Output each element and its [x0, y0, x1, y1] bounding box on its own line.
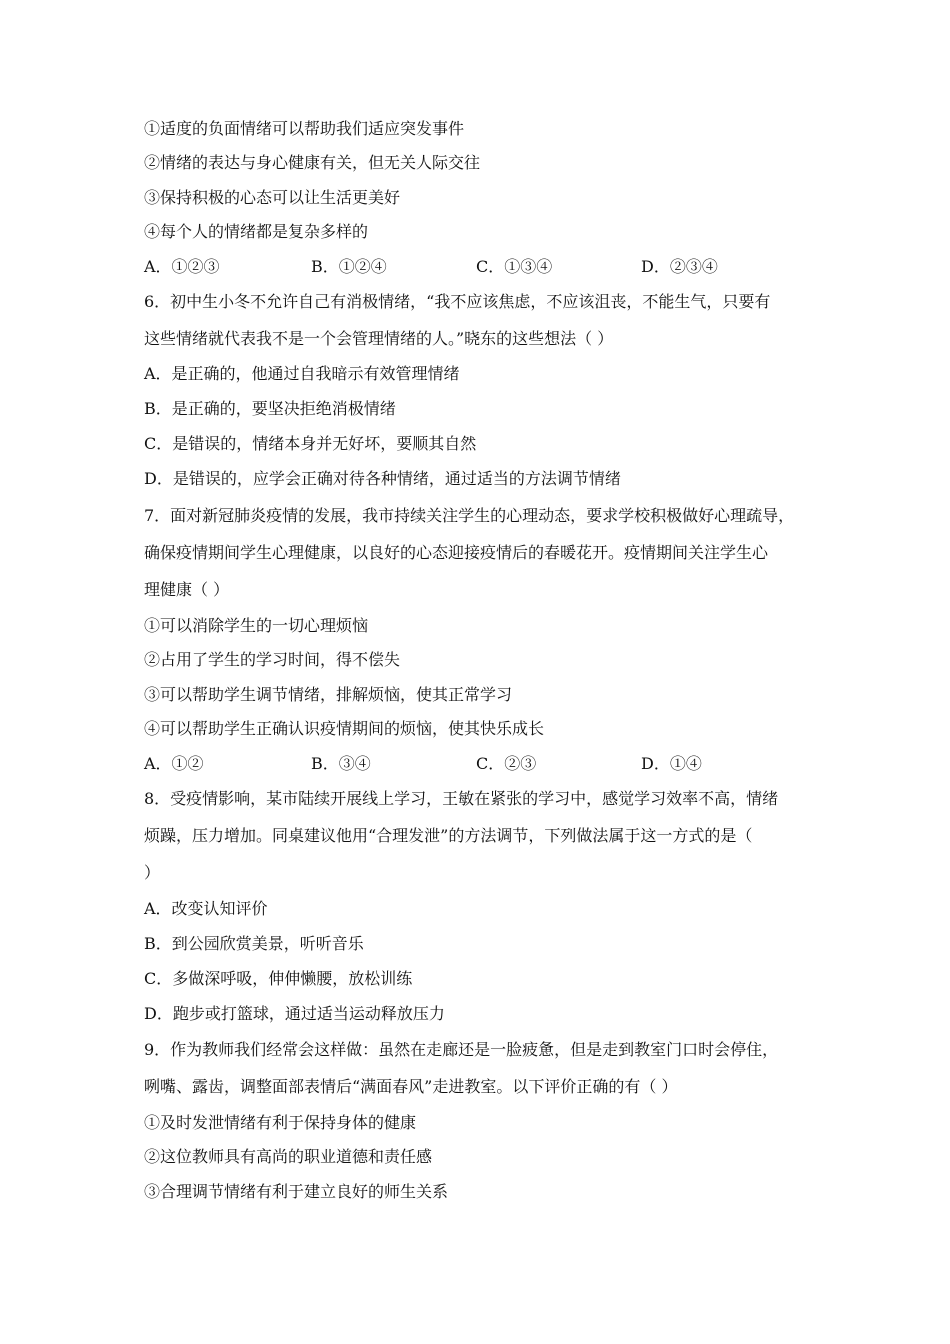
q6-stem-line-1: 6．初中生小冬不允许自己有消极情绪，“我不应该焦虑，不应该沮丧，不能生气，只要有: [144, 292, 771, 311]
q8-option-d: D．跑步或打篮球，通过适当运动释放压力: [144, 1004, 445, 1023]
q9-stem-line-1: 9．作为教师我们经常会这样做：虽然在走廊还是一脸疲惫，但是走到教室门口时会停住，: [144, 1040, 779, 1059]
q5-option-d: D．②③④: [641, 257, 718, 276]
q6-option-a: A．是正确的，他通过自我暗示有效管理情绪: [144, 364, 460, 383]
q9-statement-1: ①及时发泄情绪有利于保持身体的健康: [144, 1113, 417, 1132]
q5-statement-3: ③保持积极的心态可以让生活更美好: [144, 188, 401, 207]
q7-statement-2: ②占用了学生的学习时间，得不偿失: [144, 650, 401, 669]
q9-statement-3: ③合理调节情绪有利于建立良好的师生关系: [144, 1182, 449, 1201]
q9-statement-2: ②这位教师具有高尚的职业道德和责任感: [144, 1147, 433, 1166]
q7-option-d: D．①④: [641, 754, 702, 773]
q6-option-d: D．是错误的，应学会正确对待各种情绪，通过适当的方法调节情绪: [144, 469, 621, 488]
q8-option-c: C．多做深呼吸，伸伸懒腰，放松训练: [144, 969, 413, 988]
q7-stem-line-3: 理健康（ ）: [144, 580, 230, 599]
q8-stem-line-2: 烦躁，压力增加。同桌建议他用“合理发泄”的方法调节，下列做法属于这一方式的是（: [144, 826, 753, 845]
q8-option-a: A．改变认知评价: [144, 899, 268, 918]
q5-statement-4: ④每个人的情绪都是复杂多样的: [144, 222, 369, 241]
q8-option-b: B．到公园欣赏美景，听听音乐: [144, 934, 364, 953]
q9-stem-line-2: 咧嘴、露齿，调整面部表情后“满面春风”走进教室。以下评价正确的有（ ）: [144, 1077, 678, 1096]
q7-statement-4: ④可以帮助学生正确认识疫情期间的烦恼，使其快乐成长: [144, 719, 545, 738]
q7-statement-1: ①可以消除学生的一切心理烦恼: [144, 616, 369, 635]
q6-option-c: C．是错误的，情绪本身并无好坏，要顺其自然: [144, 434, 477, 453]
q7-option-c: C．②③: [476, 754, 537, 773]
q6-option-b: B．是正确的，要坚决拒绝消极情绪: [144, 399, 396, 418]
q5-option-c: C．①③④: [476, 257, 553, 276]
q8-stem-line-3: ）: [144, 863, 161, 882]
q5-option-a: A．①②③: [144, 257, 220, 276]
q5-statement-1: ①适度的负面情绪可以帮助我们适应突发事件: [144, 119, 465, 138]
q5-statement-2: ②情绪的表达与身心健康有关，但无关人际交往: [144, 153, 481, 172]
q7-stem-line-1: 7．面对新冠肺炎疫情的发展，我市持续关注学生的心理动态，要求学校积极做好心理疏导，: [144, 506, 795, 525]
q5-option-b: B．①②④: [311, 257, 387, 276]
q7-option-b: B．③④: [311, 754, 371, 773]
q7-stem-line-2: 确保疫情期间学生心理健康，以良好的心态迎接疫情后的春暖花开。疫情期间关注学生心: [144, 543, 769, 562]
q8-stem-line-1: 8．受疫情影响，某市陆续开展线上学习，王敏在紧张的学习中，感觉学习效率不高，情绪: [144, 789, 779, 808]
q7-statement-3: ③可以帮助学生调节情绪，排解烦恼，使其正常学习: [144, 685, 513, 704]
q6-stem-line-2: 这些情绪就代表我不是一个会管理情绪的人。”晓东的这些想法（ ）: [144, 329, 614, 348]
q7-option-a: A．①②: [144, 754, 204, 773]
